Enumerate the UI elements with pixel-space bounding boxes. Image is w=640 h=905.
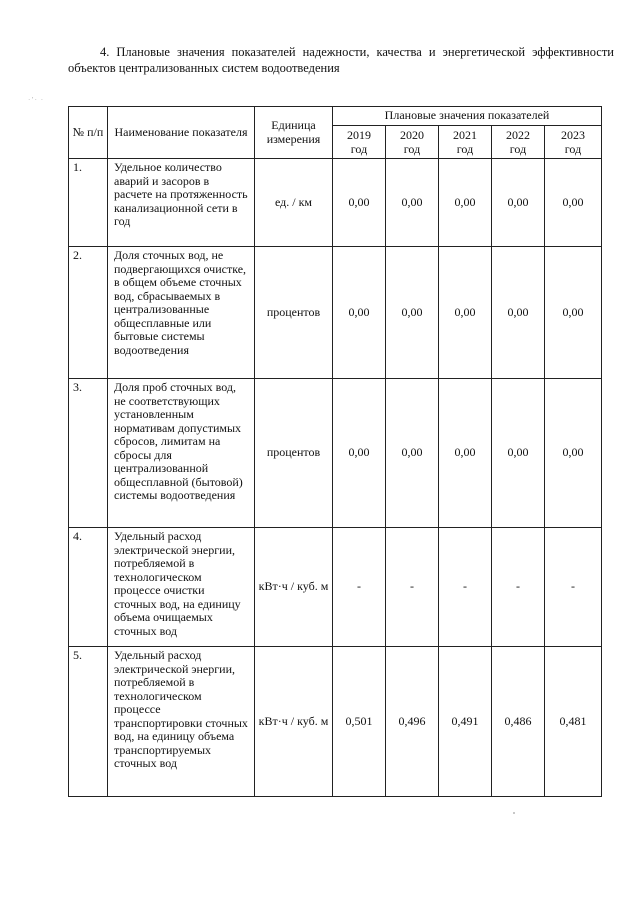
year-suffix: год — [350, 142, 368, 156]
unit-cell: процентов — [255, 379, 333, 528]
value-cell: 0,00 — [439, 379, 492, 528]
unit-cell: ед. / км — [255, 159, 333, 247]
value-cell: 0,491 — [439, 647, 492, 797]
header-planned-values: Плановые значения показателей — [333, 107, 602, 126]
value-cell: 0,00 — [545, 159, 602, 247]
value-cell: 0,00 — [386, 159, 439, 247]
header-number: № п/п — [69, 107, 108, 159]
indicator-name: Доля сточных вод, не подвергающихся очистке, в общем объеме сточных вод, сбрасываемых в централизованные общесплавные или бытовые системы водоотведения — [108, 247, 255, 379]
value-cell: - — [492, 528, 545, 647]
value-cell: 0,00 — [386, 379, 439, 528]
value-cell: 0,00 — [492, 379, 545, 528]
scan-dot — [513, 812, 515, 814]
section-heading: 4. Плановые значения показателей надежности, качества и энергетической эффективности объектов централизованных систем водоотведения — [68, 45, 614, 75]
table-header-row — [69, 107, 602, 126]
indicator-name: Удельный расход электрической энергии, потребляемой в технологическом процессе транспортировки сточных вод, на единицу объема транспортируемых сточных вод — [108, 647, 255, 797]
value-cell: - — [439, 528, 492, 647]
year-label: 2020 — [400, 128, 424, 142]
row-number: 4. — [69, 528, 108, 647]
indicator-name: Доля проб сточных вод, не соответствующих установленным нормативам допустимых сбросов, лимитам на сбросы для централизованной общесплавной (бытовой) системы водоотведения — [108, 379, 255, 528]
value-cell: 0,496 — [386, 647, 439, 797]
value-cell: - — [545, 528, 602, 647]
header-unit: Единица измерения — [255, 107, 333, 159]
value-cell: - — [333, 528, 386, 647]
indicator-name: Удельное количество аварий и засоров в расчете на протяженность канализационной сети в год — [108, 159, 255, 247]
value-cell: 0,00 — [439, 159, 492, 247]
value-cell: 0,00 — [439, 247, 492, 379]
year-suffix: год — [403, 142, 421, 156]
unit-cell: кВт·ч / куб. м — [255, 528, 333, 647]
year-label: 2021 — [453, 128, 477, 142]
year-label: 2023 — [561, 128, 585, 142]
header-year — [386, 126, 439, 159]
year-label: 2019 — [347, 128, 371, 142]
header-year — [439, 126, 492, 159]
header-year — [333, 126, 386, 159]
indicator-name: Удельный расход электрической энергии, потребляемой в технологическом процессе очистки сточных вод, на единицу объема очищаемых сточных вод — [108, 528, 255, 647]
value-cell: 0,486 — [492, 647, 545, 797]
table-row — [69, 159, 602, 247]
value-cell: 0,00 — [386, 247, 439, 379]
value-cell: 0,00 — [333, 379, 386, 528]
table-row — [69, 247, 602, 379]
year-suffix: год — [509, 142, 527, 156]
table-row — [69, 379, 602, 528]
row-number: 5. — [69, 647, 108, 797]
unit-cell: процентов — [255, 247, 333, 379]
row-number: 3. — [69, 379, 108, 528]
value-cell: 0,00 — [333, 159, 386, 247]
value-cell: 0,00 — [492, 159, 545, 247]
table-row — [69, 528, 602, 647]
row-number: 1. — [69, 159, 108, 247]
value-cell: 0,00 — [492, 247, 545, 379]
value-cell: 0,00 — [333, 247, 386, 379]
header-year — [492, 126, 545, 159]
year-suffix: год — [564, 142, 582, 156]
table-row — [69, 647, 602, 797]
year-label: 2022 — [506, 128, 530, 142]
unit-cell: кВт·ч / куб. м — [255, 647, 333, 797]
value-cell: 0,00 — [545, 247, 602, 379]
row-number: 2. — [69, 247, 108, 379]
value-cell: 0,481 — [545, 647, 602, 797]
header-indicator-name: Наименование показателя — [108, 107, 255, 159]
header-year — [545, 126, 602, 159]
value-cell: 0,501 — [333, 647, 386, 797]
year-suffix: год — [456, 142, 474, 156]
value-cell: 0,00 — [545, 379, 602, 528]
scan-artifact: ·’· · — [28, 96, 45, 104]
value-cell: - — [386, 528, 439, 647]
indicators-table — [68, 106, 602, 797]
